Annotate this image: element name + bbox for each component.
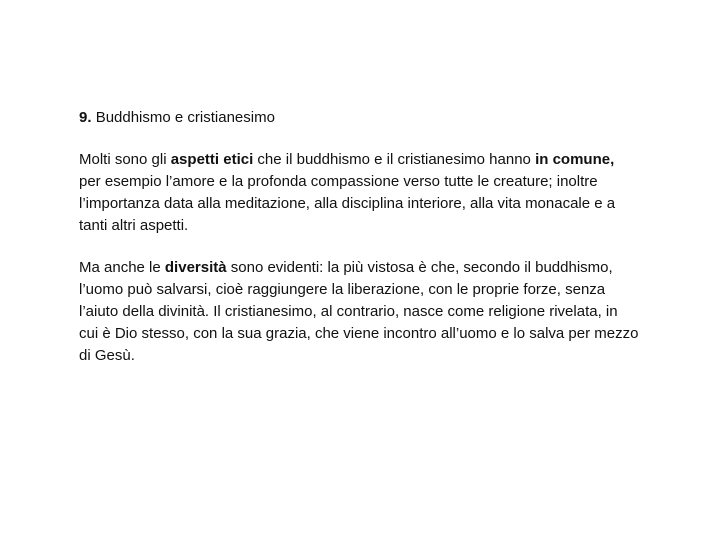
paragraph-differences	[79, 257, 639, 367]
slide-content	[79, 107, 639, 387]
section-number: 9.	[79, 109, 92, 126]
emphasis-in-common: in comune,	[535, 151, 615, 168]
paragraph-text: che il buddhismo e il cristianesimo hanno	[253, 151, 536, 168]
emphasis-ethical-aspects: aspetti etici	[170, 151, 254, 168]
paragraph-common-aspects	[79, 149, 639, 237]
section-heading	[79, 107, 639, 129]
paragraph-text: Molti sono gli	[79, 151, 171, 168]
section-title: Buddhismo e cristianesimo	[95, 109, 275, 126]
paragraph-text: Ma anche le	[79, 259, 165, 276]
paragraph-text: per esempio l’amore e la profonda compassione verso tutte le creature; inoltre l’importanza data alla meditazione, alla disciplina interiore, alla vita monacale e a tanti altri aspetti.	[79, 173, 616, 234]
emphasis-differences: diversità	[164, 259, 227, 276]
paragraph-text: sono evidenti: la più vistosa è che, secondo il buddhismo, l’uomo può salvarsi, cioè raggiungere la liberazione, con le proprie forze, senza l’aiuto della divinità. Il cristianesimo, al contrario, nasce come religione rivelata, in cui è Dio stesso, con la sua grazia, che viene incontro all’uomo e lo salva per mezzo di Gesù.	[79, 259, 639, 364]
